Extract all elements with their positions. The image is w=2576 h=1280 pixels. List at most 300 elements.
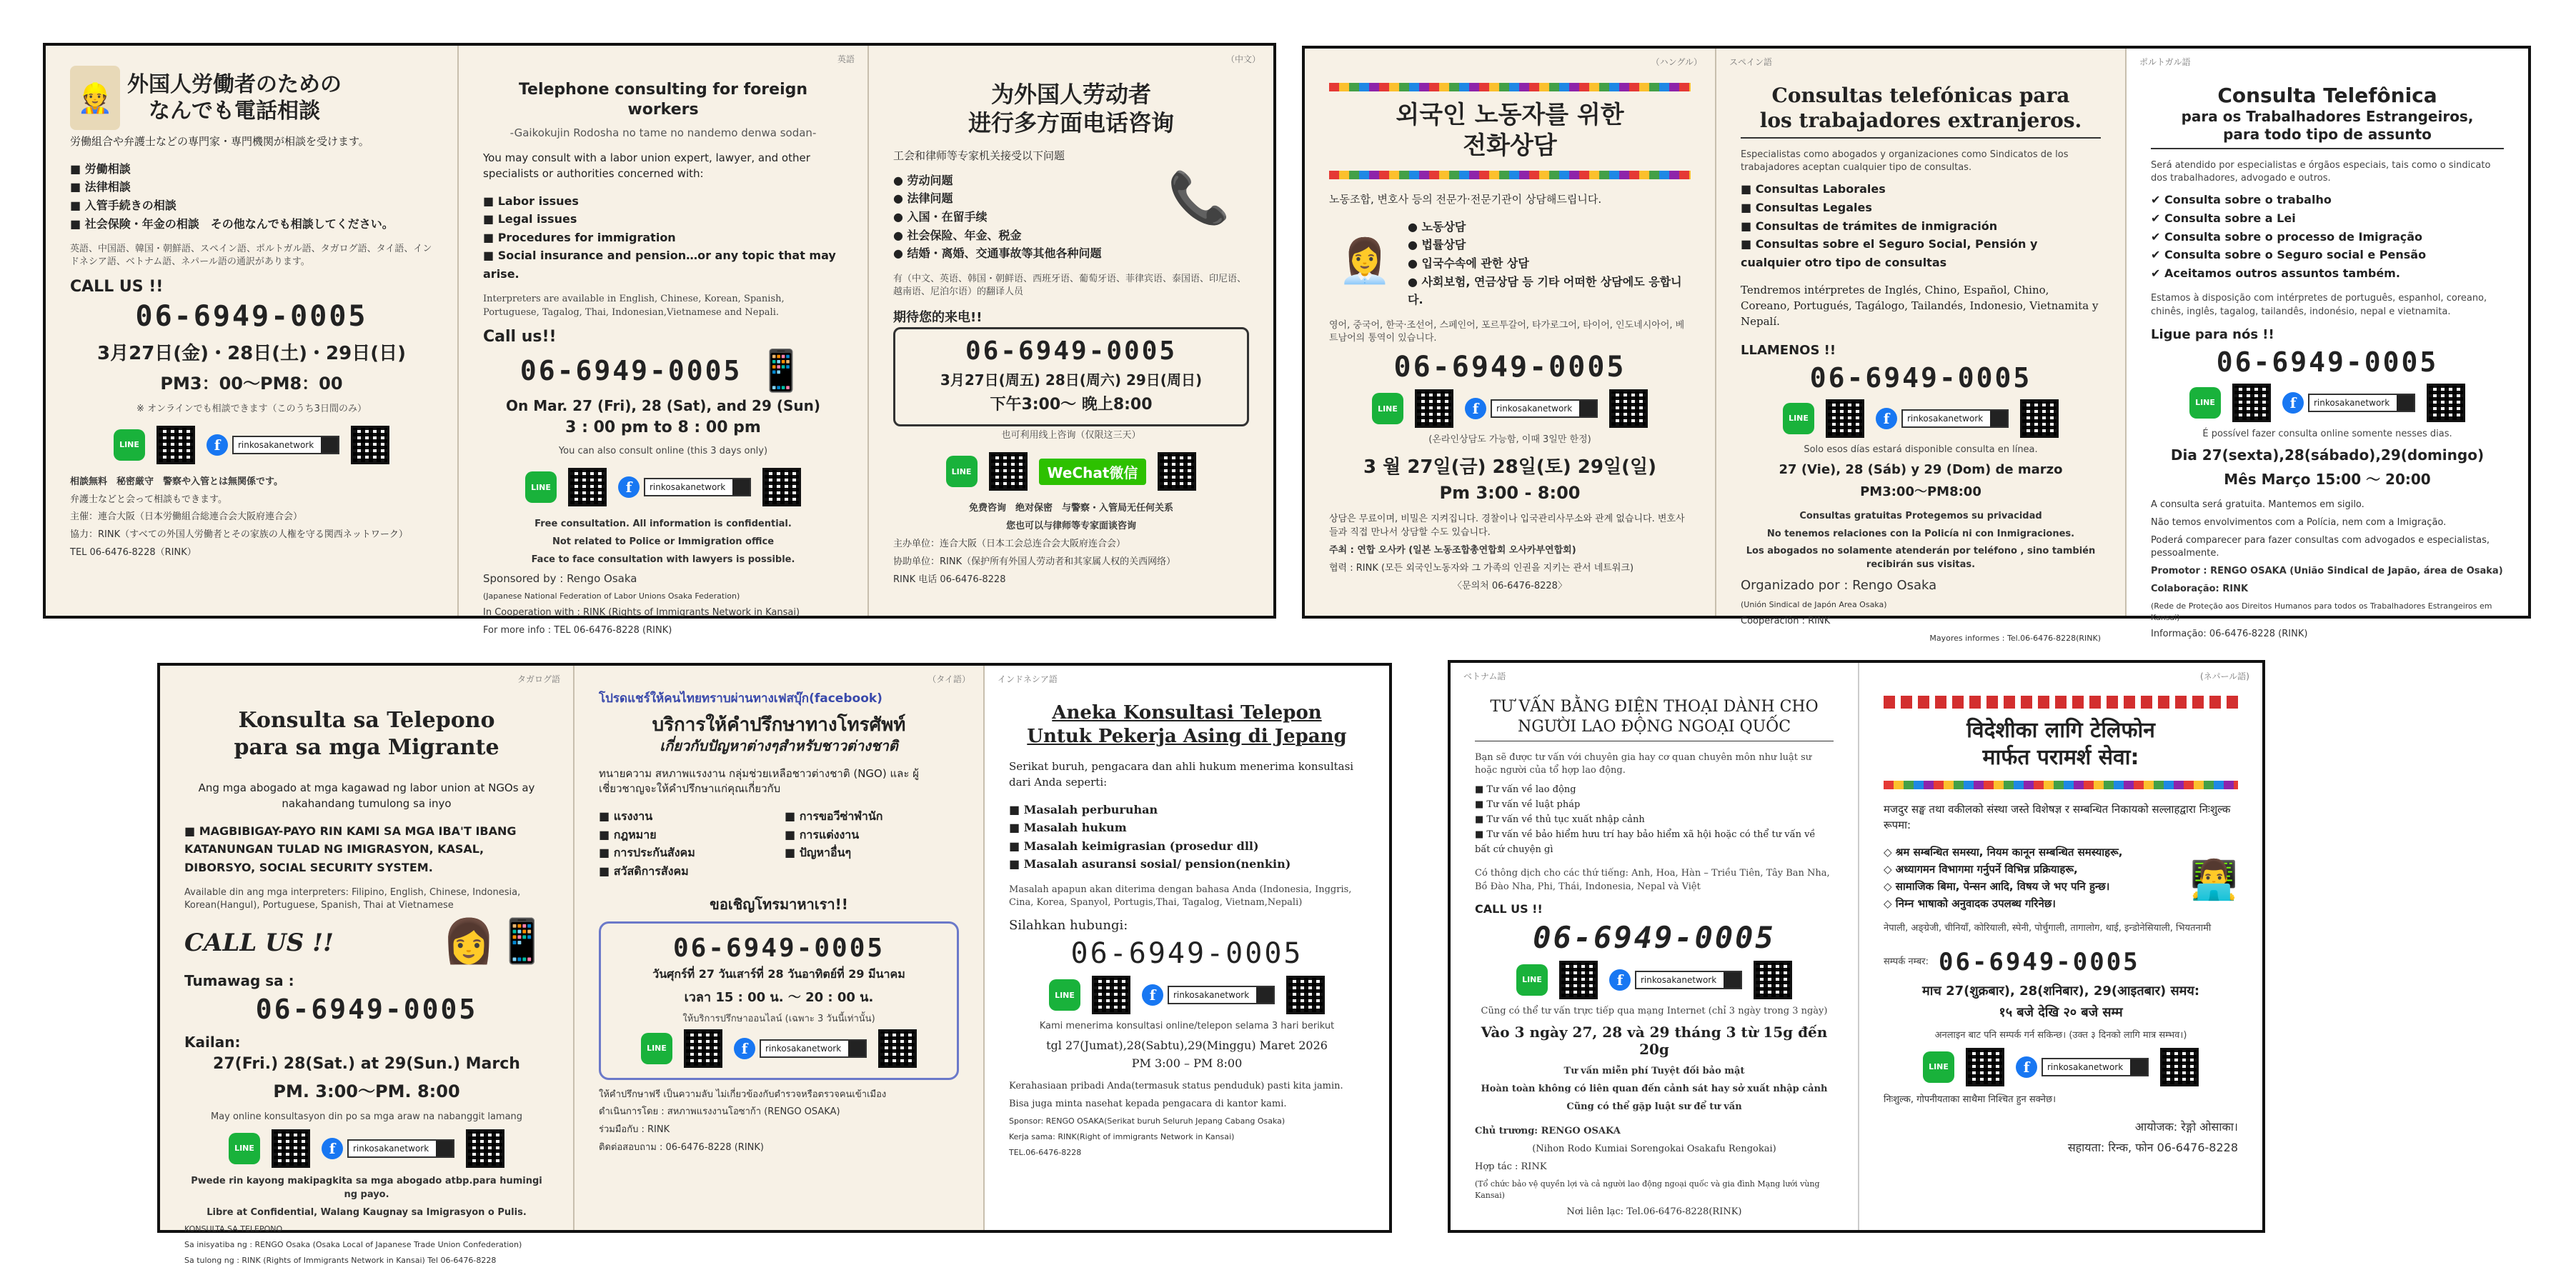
japanese-cooperation: 協力：RINK（すべての外国人労働者とその家族の人権を守る関西ネットワーク）: [70, 529, 408, 541]
thai-panel: [575, 666, 985, 1230]
language-tag: 英語: [837, 54, 855, 64]
chinese-phone-number: 06-6949-0005: [965, 336, 1178, 366]
thai-phone-box: [599, 921, 959, 1079]
thai-title-line1: บริการให้คำปรึกษาทางโทรศัพท์: [652, 714, 906, 736]
portuguese-title-line1: Consulta Telefônica: [2217, 84, 2437, 107]
facebook-search-box[interactable]: rinkosakanetwork: [1635, 971, 1742, 989]
list-item: ■ Masalah hukum: [1009, 819, 1365, 837]
vietnamese-date: Vào 3 ngày 27, 28 và 29 tháng 3 từ 15g đến 20g: [1481, 1023, 1828, 1058]
thai-intro: ทนายความ สหภาพแรงงาน กลุ่มช่วยเหลือชาวต่างชาติ (NGO) และ ผู้เชี่ยวชาญจะให้คำปรึกษาแก่คุณเกี่ยวกับ: [599, 766, 919, 796]
spanish-topic-list: [1741, 180, 2101, 271]
decorative-bunting: [1884, 696, 2238, 709]
portuguese-note-2: Não temos envolvimentos com a Polícia, nem com a Imigração.: [2151, 516, 2447, 528]
language-tag: ベトナム語: [1463, 671, 1506, 681]
chinese-tel: RINK 电话 06-6476-8228: [893, 574, 1006, 585]
list-item: ■ MAGBIBIGAY-PAYO RIN KAMI SA MGA IBA'T IBANG KATANUNGAN TULAD NG IMIGRASYON, KASAL, DIBORSYO, SOCIAL SECURITY SYSTEM.: [184, 822, 549, 877]
qr-code-icon: [684, 1029, 722, 1068]
facebook-icon[interactable]: f: [207, 434, 228, 456]
nepali-time: १५ बजे देखि २० बजे सम्म: [1999, 1004, 2123, 1020]
spanish-intro: Especialistas como abogados y organizaciones como Sindicatos de los trabajadores aceptan cualquier tipo de consultas.: [1741, 149, 2069, 174]
language-tag: インドネシア語: [998, 674, 1058, 684]
spanish-note-3: Los abogados no solamente atenderán por teléfono , sino también recibirán sus visitas.: [1746, 546, 2096, 571]
language-tag: (ネパール語): [2199, 671, 2249, 681]
list-item: ■ Legal issues: [483, 210, 843, 229]
japanese-organizer: 主催：連合大阪（日本労働組合総連合会大阪府連合会）: [70, 511, 303, 523]
list-item: ✔ Consulta sobre a Lei: [2151, 209, 2504, 228]
vietnamese-tel: Nơi liên lạc: Tel.06-6476-8228(RINK): [1566, 1206, 1742, 1217]
chinese-online-note: 也可利用线上咨询（仅限这三天）: [1001, 430, 1141, 441]
vietnamese-organizer-detail: (Nihon Rodo Kumiai Sorengokai Osakafu Rengokai): [1532, 1144, 1776, 1155]
worker-illustration: 👷: [70, 66, 120, 130]
spanish-languages: Tendremos intérpretes de Inglés, Chino, Español, Chino, Coreano, Portugués, Tagálogo, Tailandés, Indonesio, Vietnamita y Nepalí.: [1741, 284, 2099, 328]
japanese-note-2: 弁護士などと会って相談もできます。: [70, 494, 227, 505]
list-item: ● 사회보험, 연금상담 등 기타 어떠한 상담에도 응합니다.: [1408, 273, 1691, 309]
chinese-title-line1: 为外国人劳动者: [990, 81, 1151, 108]
tagalog-organizer: KONSULTA SA TELEPONO: [184, 1224, 283, 1234]
portuguese-title-line3: para todo tipo de assunto: [2151, 126, 2504, 149]
indonesian-online-note: Kami menerima konsultasi online/telepon selama 3 hari berikut: [1039, 1021, 1335, 1032]
english-intro: You may consult with a labor union expert, lawyer, and other specialists or authorities concerned with:: [483, 151, 810, 180]
qr-code-icon: [1092, 976, 1130, 1014]
facebook-icon[interactable]: f: [2016, 1056, 2037, 1078]
line-icon[interactable]: LINE: [1783, 403, 1814, 434]
line-icon[interactable]: LINE: [1049, 979, 1080, 1011]
english-contact-row: [483, 468, 843, 506]
list-item: ■ การขอวีซ่าพำนัก: [785, 807, 959, 826]
tagalog-contact-row: [184, 1129, 549, 1168]
indonesian-title-line1: Aneka Konsultasi Telepon: [1052, 702, 1322, 724]
list-item: ■ การประกันสังคม: [599, 844, 773, 862]
facebook-search-box[interactable]: rinkosakanetwork: [760, 1039, 867, 1058]
korean-languages: 영어, 중국어, 한국·조선어, 스페인어, 포르투갈어, 타가로그어, 타이어, 인도네시아어, 베트남어의 통역이 있습니다.: [1329, 319, 1685, 344]
list-item: ◇ निम्न भाषाको अनुवादक उपलब्ध गरिनेछ।: [1884, 895, 2184, 912]
nepali-intro: मजदुर सङ्घ तथा वकीलको संस्था जस्ते विशेषज्ञ र सम्बन्धित निकायको सल्लाहद्वारा निःशुल्क रूपमा:: [1884, 803, 2231, 831]
tagalog-note-2: Libre at Confidential, Walang Kaugnay sa Imigrasyon o Pulis.: [207, 1206, 527, 1218]
vietnamese-contact-row: [1475, 961, 1834, 999]
portuguese-contact-row: [2151, 384, 2504, 422]
english-title: Telephone consulting for foreign workers: [518, 81, 808, 119]
tagalog-topic-list: [184, 822, 549, 877]
list-item: ■ Tư vấn về luật pháp: [1475, 798, 1834, 813]
list-item: ■ Tư vấn về thủ tục xuất nhập cảnh: [1475, 813, 1834, 828]
qr-code-icon: [466, 1129, 504, 1168]
english-note-3: Face to face consultation with lawyers is possible.: [531, 554, 795, 565]
spanish-panel: [1716, 49, 2127, 644]
indonesian-organizer: Sponsor: RENGO OSAKA(Serikat buruh Seluruh Jepang Cabang Osaka): [1009, 1116, 1285, 1126]
line-icon[interactable]: LINE: [1923, 1051, 1954, 1083]
vietnamese-note-3: Cũng có thể gặp luật sư để tư vấn: [1566, 1101, 1742, 1112]
list-item: ● 法律问题: [893, 189, 1142, 208]
qr-code-icon: [1826, 399, 1864, 438]
qr-code-icon: [878, 1029, 917, 1068]
list-item: ✔ Consulta sobre o Seguro social e Pensão: [2151, 246, 2504, 264]
list-item: ■ 法律相談: [70, 178, 433, 196]
list-item: ■ สวัสดิการสังคม: [599, 862, 773, 881]
list-item: ■ Labor issues: [483, 192, 843, 211]
portuguese-date: Dia 27(sexta),28(sábado),29(domingo): [2170, 446, 2485, 464]
english-sponsor-detail: (Japanese National Federation of Labor Unions Osaka Federation): [483, 591, 740, 601]
korean-title-line1: 외국인 노동자를 위한: [1396, 101, 1624, 129]
vietnamese-organizer: Chủ trương: RENGO OSAKA: [1475, 1126, 1621, 1137]
nepali-date: माच 27(शुक्रबार), 28(शनिबार), 29(आइतबार) समय:: [1921, 983, 2200, 999]
list-item: ■ Consultas Laborales: [1741, 180, 2101, 199]
indonesian-phone-number: 06-6949-0005: [1070, 937, 1303, 971]
chinese-organizer: 主办单位：连合大阪（日本工会总连合会大阪府连合会）: [893, 538, 1126, 549]
nepali-panel: [1859, 663, 2262, 1230]
flyer-group-2: [1302, 46, 2531, 644]
spanish-organizer: Organizado por : Rengo Osaka: [1741, 578, 1937, 594]
japanese-languages: 英語、中国語、韓国・朝鮮語、スペイン語、ポルトガル語、タガログ語、タイ語、インドネシア語、ベトナム語、ネパール語の通訳があります。: [70, 244, 432, 268]
spanish-contact-row: [1741, 399, 2101, 438]
facebook-icon[interactable]: f: [1876, 408, 1897, 429]
thai-tel: ติดต่อสอบถาม : 06-6476-8228 (RINK): [599, 1142, 764, 1154]
japanese-date: 3月27日(金)・28日(土)・29日(日): [97, 342, 406, 364]
korean-tel: 〈문의처 06-6476-8228〉: [1453, 580, 1567, 591]
portuguese-intro: Será atendido por especialistas e órgãos especiais, tais como o sindicato dos trabalhadores, advogado e outros.: [2151, 160, 2491, 184]
vietnamese-online-note: Cũng có thể tư vấn trực tiếp qua mạng Internet (chỉ 3 ngày trong 3 ngày): [1481, 1005, 1828, 1016]
vietnamese-title-line1: TƯ VẤN BẰNG ĐIỆN THOẠI DÀNH CHO: [1490, 698, 1819, 716]
vietnamese-topic-list: [1475, 783, 1834, 857]
thai-title-line2: เกี่ยวกับปัญหาต่างๆสำหรับชาวต่างชาติ: [660, 736, 898, 754]
facebook-icon[interactable]: f: [1609, 969, 1631, 991]
tagalog-cooperation: Sa tulong ng : RINK (Rights of Immigrants Network in Kansai) Tel 06-6476-8228: [184, 1256, 497, 1266]
facebook-search-box[interactable]: rinkosakanetwork: [1168, 986, 1275, 1004]
list-item: ✔ Consulta sobre o processo de Imigração: [2151, 228, 2504, 246]
english-call-us: Call us!!: [483, 327, 557, 346]
vietnamese-note-1: Tư vấn miễn phí Tuyệt đối bảo mật: [1563, 1065, 1745, 1076]
portuguese-note-3: Poderá comparecer para fazer consultas com advogados e especialistas, pessoalmente.: [2151, 534, 2490, 559]
japanese-phone-number: 06-6949-0005: [135, 299, 368, 333]
line-icon[interactable]: LINE: [946, 456, 978, 487]
thai-online-note: ให้บริการปรึกษาออนไลน์ (เฉพาะ 3 วันนี้เท่านั้น): [682, 1014, 875, 1025]
english-date: On Mar. 27 (Fri), 28 (Sat), and 29 (Sun): [506, 396, 820, 414]
list-item: ■ กฎหมาย: [599, 826, 773, 844]
qr-code-icon: [1158, 452, 1196, 491]
nepali-languages: नेपाली, अङ्ग्रेजी, चीनियाँ, कोरियाली, स्पेनी, पोर्चुगाली, तागालोग, थाई, इन्डोनेसियाली, भियतनामी: [1884, 922, 2212, 934]
english-panel: [459, 46, 869, 636]
thai-cooperation: ร่วมมือกับ : RINK: [599, 1124, 670, 1136]
spanish-cooperation: Cooperación : RINK: [1741, 616, 1831, 627]
decorative-stripe: [1329, 83, 1691, 91]
korean-title-line2: 전화상담: [1463, 131, 1557, 160]
english-info: For more info : TEL 06-6476-8228 (RINK): [483, 625, 672, 636]
list-item: ✔ Aceitamos outros assuntos também.: [2151, 264, 2504, 283]
chinese-note-2: 您也可以与律师等专家面谈咨询: [1005, 521, 1136, 532]
portuguese-languages: Estamos à disposição com intérpretes de português, espanhol, coreano, chinês, inglês, tagalog, tailandês, indonésio, nepal e vietnamita.: [2151, 293, 2487, 317]
language-tag: ポルトガル語: [2139, 57, 2191, 67]
qr-code-icon: [568, 468, 607, 506]
flyer-group-4: [1448, 660, 2265, 1233]
list-item: ■ Consultas Legales: [1741, 199, 2101, 217]
list-item: ■ Social insurance and pension…or any topic that may arise.: [483, 246, 843, 283]
japanese-online-note: ※ オンラインでも相談できます（このうち3日間のみ）: [136, 403, 367, 414]
chinese-contact-row: [893, 452, 1249, 491]
spanish-date: 27 (Vie), 28 (Sáb) y 29 (Dom) de marzo: [1779, 461, 2063, 477]
language-tag: スペイン語: [1729, 57, 1773, 67]
thai-organizer: ดำเนินการโดย : สหภาพแรงงานโอซาก้า (RENGO OSAKA): [599, 1106, 840, 1118]
facebook-search-box[interactable]: rinkosakanetwork: [1901, 409, 2009, 428]
qr-code-icon: [1754, 961, 1792, 999]
spanish-tel: Mayores informes : Tel.06-6476-8228(RINK): [1929, 634, 2101, 644]
nepali-contact-label: सम्पर्क नम्बर:: [1884, 956, 1929, 967]
language-tag: （ハングル）: [1651, 57, 1702, 67]
portuguese-organizer: Promotor : RENGO OSAKA (União Sindical de Japão, área de Osaka): [2151, 566, 2503, 577]
list-item: ■ Masalah keimigrasian (prosedur dll): [1009, 837, 1365, 856]
facebook-search-box[interactable]: rinkosakanetwork: [232, 436, 339, 454]
woman-on-phone-illustration: 👩📱: [442, 916, 549, 966]
chinese-intro: 工会和律师等专家机关接受以下问题: [893, 149, 1065, 162]
qr-code-icon: [1415, 389, 1453, 428]
list-item: ■ Consultas de trámites de inmigración: [1741, 217, 2101, 236]
tagalog-when-label: Kailan:: [184, 1033, 241, 1051]
facebook-search-box[interactable]: rinkosakanetwork: [347, 1139, 454, 1158]
spanish-phone-number: 06-6949-0005: [1809, 361, 2032, 394]
qr-code-icon: [156, 426, 195, 464]
indonesian-contact-row: [1009, 976, 1365, 1014]
vietnamese-call-us: CALL US !!: [1475, 901, 1543, 916]
thai-phone-number: 06-6949-0005: [672, 934, 885, 964]
chinese-title-line2: 进行多方面电话咨询: [968, 109, 1174, 136]
qr-code-icon: [2427, 384, 2465, 422]
spanish-note-1: Consultas gratuitas Protegemos su privacidad: [1799, 510, 2042, 521]
korean-contact-row: [1329, 389, 1691, 428]
language-tag: タガログ語: [517, 674, 560, 684]
facebook-search-box[interactable]: rinkosakanetwork: [2308, 394, 2415, 412]
korean-cooperation: 협력 : RINK (모든 외국인노동자와 그 가족의 인권을 지키는 관서 네트워크): [1329, 562, 1634, 574]
vietnamese-phone-number: 06-6949-0005: [1533, 919, 1776, 955]
qr-code-icon: [2020, 399, 2059, 438]
nepali-online-note: अनलाइन बाट पनि सम्पर्क गर्न सकिन्छ। (उक्त ३ दिनको लागि मात्र सम्भव।): [1934, 1029, 2187, 1041]
chinese-call-us: 期待您的来电!!: [893, 310, 983, 326]
chinese-date: 3月27日(周五) 28日(周六) 29日(周日): [940, 371, 1203, 389]
vietnamese-note-2: Hoàn toàn không có liên quan đến cảnh sát hay sở xuất nhập cảnh: [1481, 1083, 1828, 1094]
spanish-call-us: LLAMENOS !!: [1741, 342, 1836, 358]
facebook-icon[interactable]: f: [734, 1038, 755, 1059]
tagalog-time: PM. 3:00〜PM. 8:00: [273, 1081, 460, 1101]
list-item: ● 社会保险、年金、税金: [893, 226, 1142, 245]
list-item: ■ แรงงาน: [599, 807, 773, 826]
indonesian-tel: TEL.06-6476-8228: [1009, 1148, 1082, 1157]
portuguese-cooperation-detail: (Rede de Proteção aos Direitos Humanos para todos os Trabalhadores Estrangeiros em Kansai): [2151, 601, 2492, 622]
facebook-icon[interactable]: f: [2282, 392, 2304, 414]
spanish-title-line1: Consultas telefónicas para: [1771, 84, 2070, 107]
list-item: ● 结婚・离婚、交通事故等其他各种问题: [893, 244, 1142, 263]
spanish-online-note: Solo esos días estará disponible consulta en línea.: [1804, 444, 2038, 455]
vietnamese-cooperation-detail: (Tổ chức bảo vệ quyền lợi và cả người lao động ngoại quốc và gia đình Mạng lưới vùng Kansai): [1475, 1179, 1820, 1200]
english-topic-list: [483, 192, 843, 284]
list-item: ■ การแต่งงาน: [785, 826, 959, 844]
tagalog-call-us: CALL US !!: [184, 929, 334, 958]
facebook-icon[interactable]: f: [1465, 398, 1486, 419]
japanese-panel: [46, 46, 459, 616]
english-sponsor: Sponsored by : Rengo Osaka: [483, 571, 637, 585]
japanese-tel: TEL 06-6476-8228（RINK）: [70, 547, 197, 559]
line-icon[interactable]: LINE: [1516, 964, 1548, 996]
korean-phone-number: 06-6949-0005: [1393, 351, 1626, 384]
tagalog-organizer-detail: Sa inisyatiba ng : RENGO Osaka (Osaka Local of Japanese Trade Union Confederation): [184, 1240, 522, 1250]
indonesian-date: tgl 27(Jumat),28(Sabtu),29(Minggu) Maret 2026: [1046, 1039, 1328, 1053]
thai-call-us: ขอเชิญโทรมาหาเรา!!: [710, 896, 848, 914]
nepali-title-line2: मार्फत परामर्श सेवा:: [1982, 744, 2139, 770]
vietnamese-intro: Bạn sẽ được tư vấn với chuyên gia hay cơ quan chuyên môn như luật sư hoặc người của tổ hợp lao động.: [1475, 752, 1812, 776]
indonesian-note-1: Kerahasiaan pribadi Anda(termasuk status penduduk) pasti kita jamin.: [1009, 1081, 1343, 1092]
line-icon[interactable]: LINE: [2189, 387, 2221, 419]
qr-code-icon: [2232, 384, 2271, 422]
list-item: ● 입국수속에 관한 상담: [1408, 254, 1691, 273]
indonesian-call-us: Silahkan hubungi:: [1009, 918, 1128, 934]
line-icon[interactable]: LINE: [1372, 393, 1403, 424]
korean-panel: [1305, 49, 1716, 616]
nepali-contact-row: [1884, 1048, 2238, 1086]
list-item: ■ ปัญหาอื่นๆ: [785, 844, 959, 862]
qr-code-icon: [1609, 389, 1648, 428]
vietnamese-cooperation: Hợp tác : RINK: [1475, 1161, 1547, 1173]
nepali-organizer: आयोजक: रेङ्गो ओसाका।: [2134, 1119, 2238, 1134]
spanish-note-2: No tenemos relaciones con la Policía ni con Inmigraciones.: [1766, 528, 2075, 539]
chinese-topic-list: [893, 171, 1142, 263]
indonesian-languages: Masalah apapun akan diterima dengan bahasa Anda (Indonesia, Inggris, Cina, Korea, Spanyol, Portugis,Thai, Tagalog, Vietnam,Nepali): [1009, 884, 1352, 909]
spanish-organizer-detail: (Unión Sindical de Japón Area Osaka): [1741, 600, 1887, 610]
list-item: ■ 社会保険・年金の相談 その他なんでも相談してください。: [70, 215, 433, 234]
list-item: ■ 入管手続きの相談: [70, 196, 433, 215]
language-tag: （タイ語）: [928, 674, 970, 684]
chinese-languages: 有（中文、英语、韩国・朝鲜语、西班牙语、葡萄牙语、菲律宾语、泰国语、印尼语、越南语、尼泊尔语）的翻译人员: [893, 273, 1247, 297]
facebook-icon[interactable]: f: [322, 1138, 343, 1159]
japanese-call-us: CALL US !!: [70, 277, 164, 296]
nepali-topic-list: [1884, 844, 2184, 912]
korean-organizer: 주최 : 연합 오사카 (일본 노동조합총연합회 오사카부연합회): [1329, 544, 1576, 556]
operator-illustration: 👩‍💼: [1338, 236, 1392, 287]
qr-code-icon: [1286, 976, 1325, 1014]
thai-date: วันศุกร์ที่ 27 วันเสาร์ที่ 28 วันอาทิตย์ที่ 29 มีนาคม: [652, 967, 905, 981]
korean-intro: 노동조합, 변호사 등의 전문가·전문기관이 상담해드립니다.: [1329, 193, 1602, 206]
tagalog-intro: Ang mga abogado at mga kagawad ng labor union at NGOs ay nakahandang tumulong sa inyo: [198, 781, 535, 810]
line-icon[interactable]: LINE: [641, 1033, 672, 1064]
indonesian-time: PM 3:00 – PM 8:00: [1131, 1056, 1243, 1071]
tagalog-online-note: May online konsultasyon din po sa mga araw na nabanggit lamang: [210, 1111, 523, 1122]
korean-online-note: (온라인상담도 가능함, 이때 3일만 한정): [1428, 434, 1591, 446]
decorative-stripe: [1884, 781, 2238, 789]
english-subtitle: -Gaikokujin Rodosha no tame no nandemo denwa sodan-: [509, 126, 817, 139]
portuguese-panel: [2127, 49, 2528, 639]
chinese-cooperation: 协助单位：RINK（保护所有外国人劳动者和其家属人权的关西网络）: [893, 556, 1176, 567]
english-online-note: You can also consult online (this 3 days only): [558, 445, 768, 456]
korean-note: 상담은 무료이며, 비밀은 지켜집니다. 경찰이나 입국관리사무소와 관계 없습니다. 변호사들과 직접 만나서 상담할 수도 있습니다.: [1329, 514, 1685, 539]
tagalog-languages: Available din ang mga interpreters: Filipino, English, Chinese, Indonesia, Korean(Hangul), Portuguese, Spanish, Thai at Vietnamese: [184, 887, 521, 911]
flyer-group-1: [43, 43, 1276, 636]
qr-code-icon: [2160, 1048, 2199, 1086]
indonesian-note-2: Bisa juga minta nasehat kepada pengacara di kantor kami.: [1009, 1099, 1287, 1110]
facebook-search-box[interactable]: rinkosakanetwork: [1491, 399, 1598, 418]
portuguese-cooperation: Colaboração: RINK: [2151, 584, 2249, 595]
portuguese-topic-list: [2151, 191, 2504, 282]
list-item: ■ Tư vấn về lao động: [1475, 783, 1834, 798]
japanese-intro: 労働組合や弁護士などの専門家・専門機関が相談を受けます。: [70, 135, 369, 148]
list-item: ■ Consultas sobre el Seguro Social, Pensión y cualquier otro tipo de consultas: [1741, 235, 2101, 271]
list-item: ◇ श्रम सम्बन्धित समस्या, नियम कानून सम्बन्धित समस्याहरू,: [1884, 844, 2184, 861]
list-item: ● 법률상담: [1408, 236, 1691, 254]
indonesian-title-line2: Untuk Pekerja Asing di Jepang: [1027, 725, 1347, 747]
vietnamese-panel: [1451, 663, 1859, 1230]
english-cooperation: In Cooperation with : RINK (Rights of Immigrants Network in Kansai): [483, 607, 800, 619]
portuguese-note-1: A consulta será gratuita. Mantemos em sigilo.: [2151, 499, 2364, 510]
japanese-time: PM3：00〜PM8：00: [160, 373, 343, 394]
japanese-contact-row: [70, 426, 433, 464]
nepali-note-1: निःशुल्क, गोपनीयताका साथैमा निश्चित हुन सक्नेछ।: [1884, 1094, 2057, 1105]
facebook-icon[interactable]: f: [618, 476, 640, 498]
tagalog-call-label: Tumawag sa :: [184, 971, 294, 989]
wechat-button[interactable]: WeChat微信: [1039, 459, 1147, 485]
decorative-stripe: [1329, 171, 1691, 179]
indonesian-topic-list: [1009, 801, 1365, 874]
tagalog-note-1: Pwede rin kayong makipagkita sa mga abogado atbp.para humingi ng payo.: [191, 1175, 542, 1200]
japanese-title-line2: なんでも電話相談: [149, 99, 320, 124]
chinese-note-1: 免费咨询 绝对保密 与警察・入管局无任何关系: [968, 503, 1173, 514]
portuguese-time: Mês Março 15:00 〜 20:00: [2224, 470, 2431, 488]
line-icon[interactable]: LINE: [114, 429, 145, 461]
nepali-cooperation: सहायता: रिन्क, फोन 06-6476-8228: [2067, 1140, 2238, 1154]
qr-code-icon: [989, 452, 1028, 491]
list-item: ◇ सामाजिक बिमा, पेन्सन आदि, विषय जे भए पनि हुन्छ।: [1884, 878, 2184, 895]
facebook-icon[interactable]: f: [1142, 984, 1163, 1006]
list-item: ● 入国・在留手续: [893, 208, 1142, 226]
list-item: ● 劳动问题: [893, 171, 1142, 190]
english-phone-number: 06-6949-0005: [519, 354, 742, 386]
japanese-title-line1: 外国人労働者のための: [127, 71, 342, 97]
japanese-note-1: 相談無料 秘密厳守 警察や入管とは無関係です。: [70, 476, 283, 487]
english-note-2: Not related to Police or Immigration office: [552, 536, 775, 547]
qr-code-icon: [762, 468, 801, 506]
portuguese-title-line2: para os Trabalhadores Estrangeiros,: [2181, 108, 2474, 125]
chinese-time: 下午3:00〜 晚上8:00: [990, 396, 1153, 414]
qr-code-icon: [1559, 961, 1598, 999]
portuguese-call-us: Ligue para nós !!: [2151, 326, 2274, 342]
line-icon[interactable]: LINE: [229, 1133, 260, 1164]
qr-code-icon: [272, 1129, 310, 1168]
smartphone-icon: 📱: [756, 347, 807, 394]
korean-topic-list: [1408, 218, 1691, 309]
list-item: ■ 労働相談: [70, 160, 433, 179]
nepali-phone-number: 06-6949-0005: [1939, 947, 2140, 976]
korean-time: Pm 3:00 - 8:00: [1439, 483, 1581, 504]
list-item: ■ Procedures for immigration: [483, 229, 843, 247]
vietnamese-languages: Có thông dịch cho các thứ tiếng: Anh, Hoa, Hàn – Triều Tiên, Tây Ban Nha, Bồ Đào Nha, Phi, Thái, Indonesia, Nepal và Việt: [1475, 868, 1830, 892]
english-time: 3 : 00 pm to 8 : 00 pm: [565, 418, 761, 436]
list-item: ■ Tư vấn về bảo hiểm hưu trí hay bảo hiểm xã hội hoặc có thể tư vấn về bất cứ chuyện gì: [1475, 828, 1834, 858]
thai-facebook-banner: โปรดแชร์ให้คนไทยทราบผ่านทางเฟสบุ๊ก(facebook): [599, 691, 882, 706]
laptop-user-illustration: 👨‍💻: [2189, 856, 2238, 902]
spanish-title-line2: los trabajadores extranjeros.: [1741, 108, 2101, 139]
thai-contact-row: [608, 1029, 950, 1068]
list-item: ■ Masalah perburuhan: [1009, 801, 1365, 819]
thai-note-1: ให้คำปรึกษาฟรี เป็นความลับ ไม่เกี่ยวข้องกับตำรวจหรือตรวจคนเข้าเมือง: [599, 1089, 887, 1100]
facebook-search-box[interactable]: rinkosakanetwork: [644, 478, 751, 496]
portuguese-online-note: É possível fazer consulta online somente nesses dias.: [2202, 428, 2452, 439]
list-item: ■ Masalah asuransi sosial/ pension(nenkin): [1009, 855, 1365, 874]
tagalog-phone-number: 06-6949-0005: [255, 993, 478, 1025]
line-icon[interactable]: LINE: [525, 471, 557, 503]
qr-code-icon: [351, 426, 389, 464]
list-item: ● 노동상담: [1408, 218, 1691, 236]
list-item: ✔ Consulta sobre o trabalho: [2151, 191, 2504, 209]
phone-operator-illustration: 📞: [1168, 168, 1230, 227]
tagalog-title-line2: para sa mga Migrante: [234, 734, 499, 760]
korean-date: 3 월 27일(금) 28일(토) 29일(일): [1363, 456, 1656, 479]
facebook-search-box[interactable]: rinkosakanetwork: [2042, 1058, 2149, 1076]
chinese-panel: [869, 46, 1273, 616]
nepali-title-line1: विदेशीका लागि टेलिफोन: [1966, 718, 2155, 743]
list-item: ◇ अध्यागमन विभागमा गर्नुपर्ने विभिन्न प्रक्रियाहरू,: [1884, 861, 2184, 878]
